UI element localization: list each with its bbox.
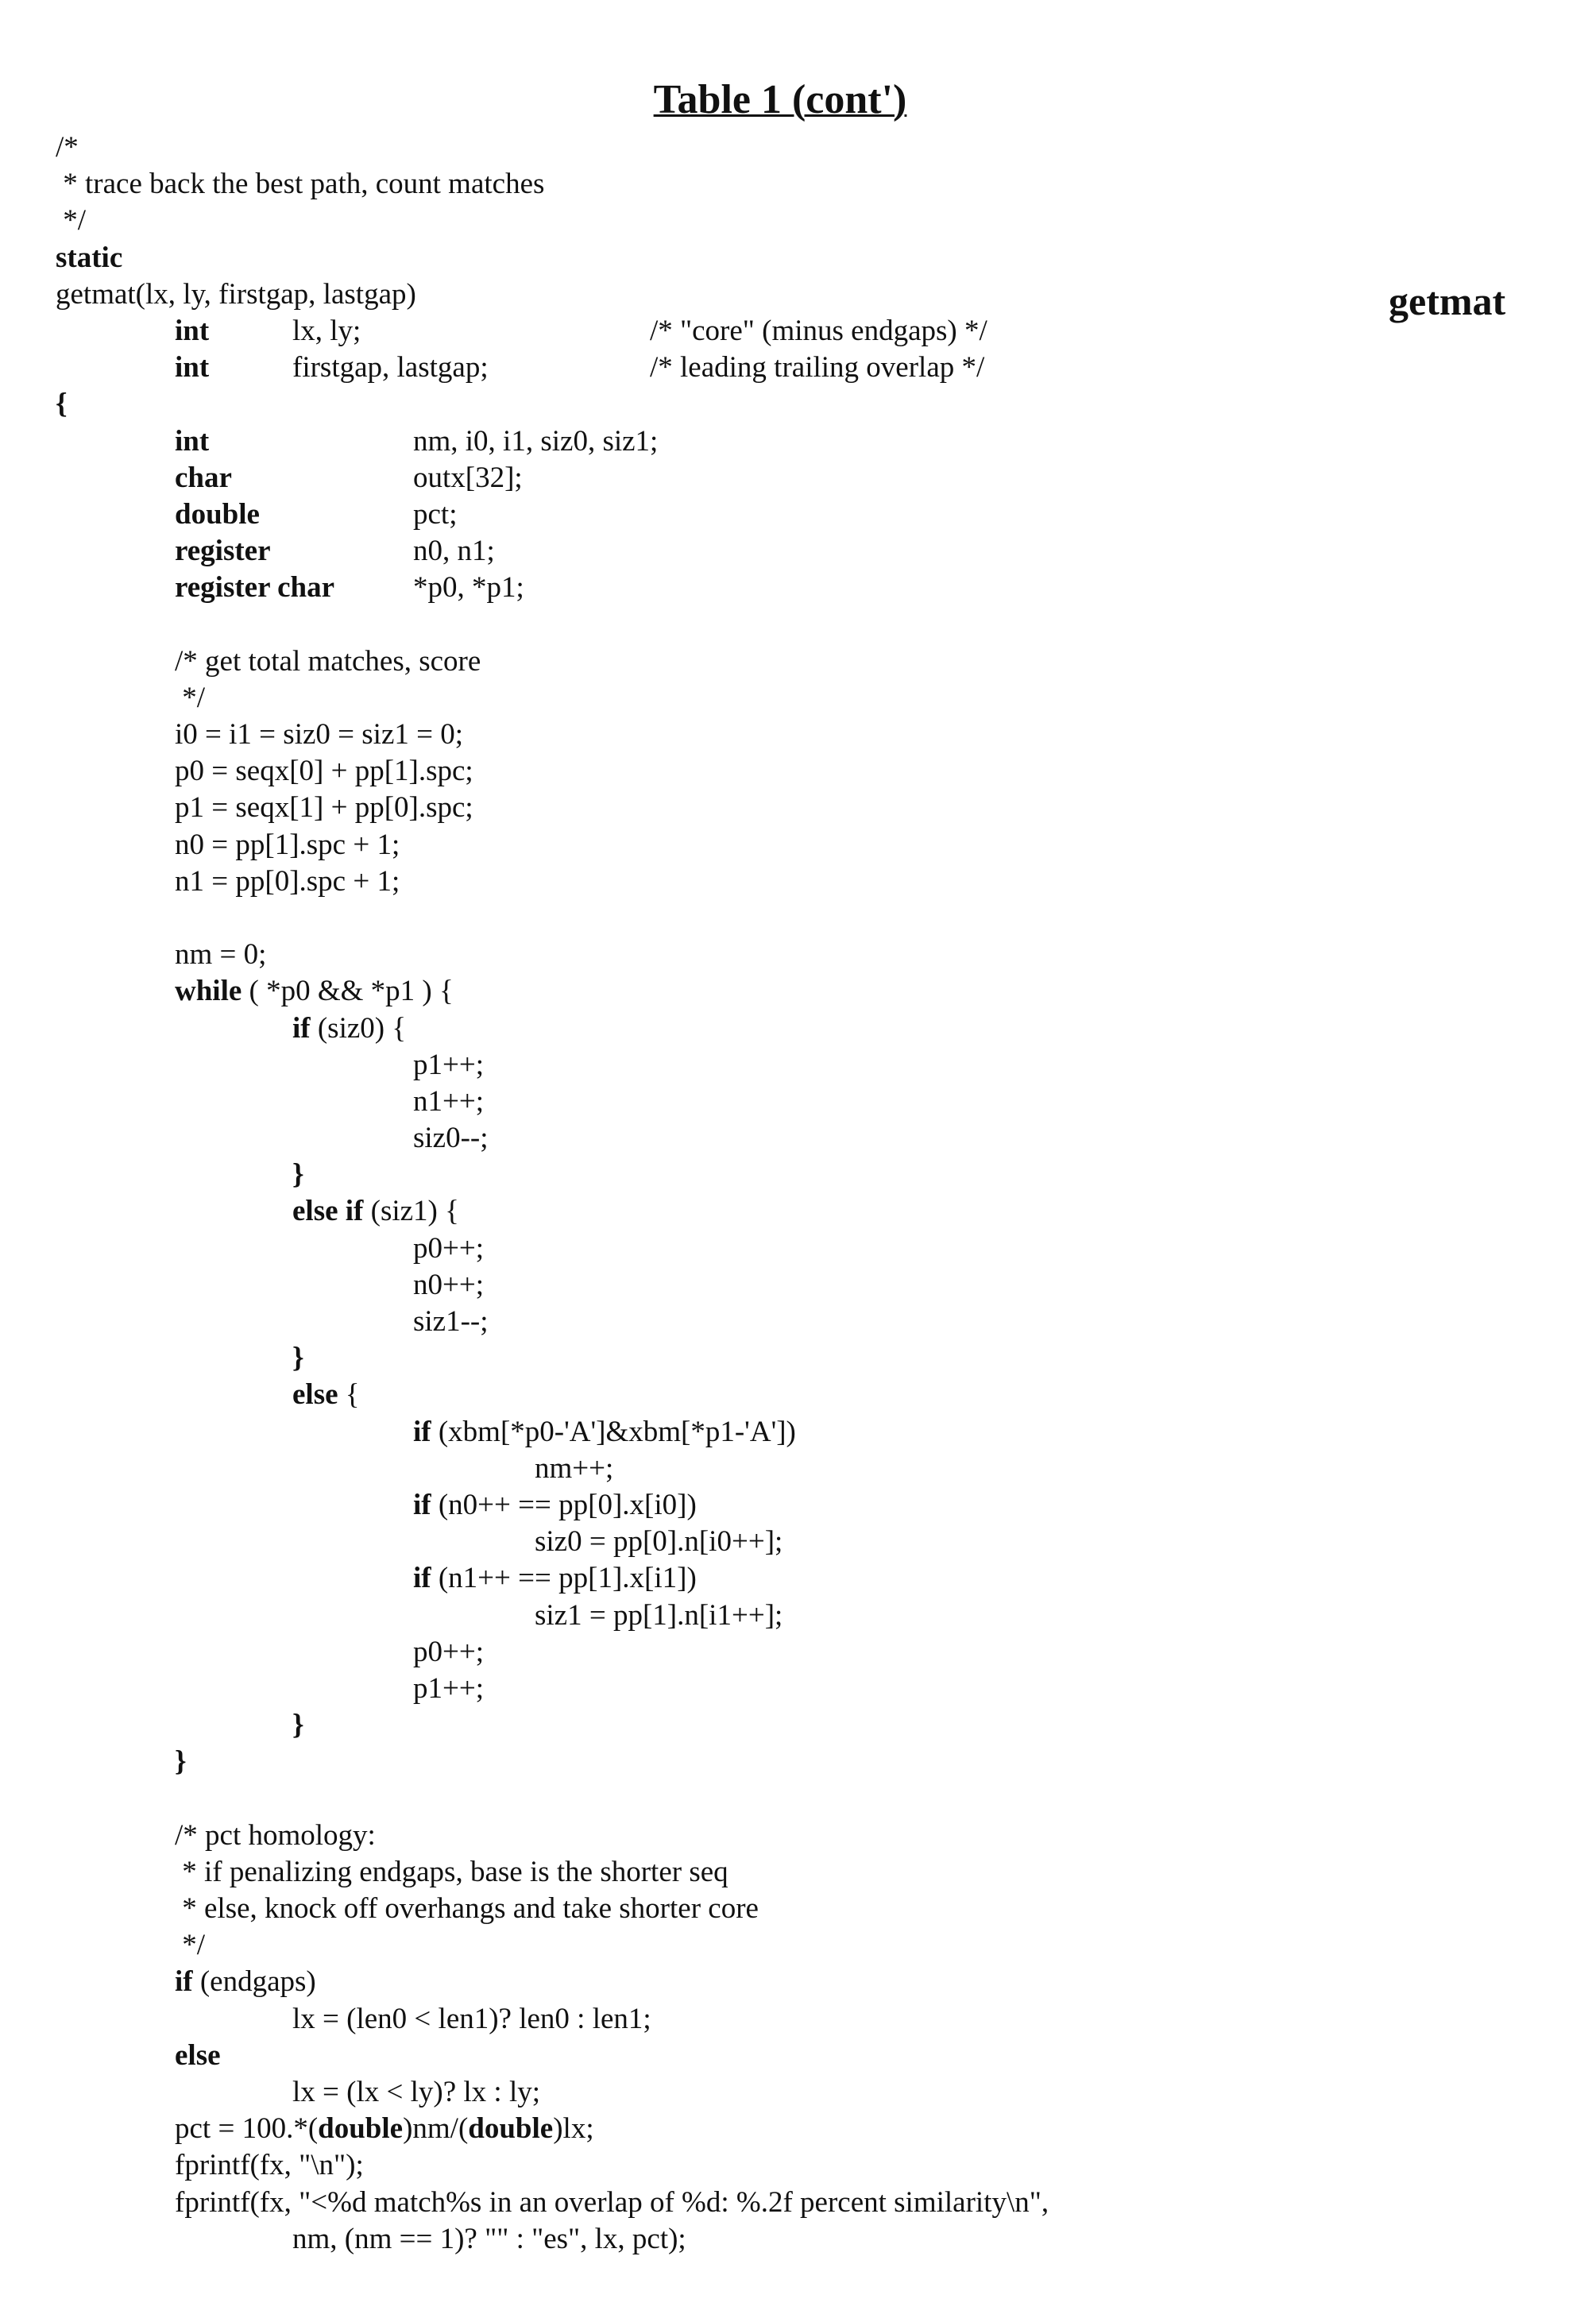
code-keyword: register <box>175 533 271 570</box>
function-label: getmat <box>1389 278 1505 324</box>
code-comment: /* pct homology: <box>175 1818 376 1854</box>
code-text: *p0, *p1; <box>413 570 524 606</box>
code-text: (xbm[*p0-'A']&xbm[*p1-'A']) <box>431 1416 796 1448</box>
code-keyword: int <box>175 423 209 460</box>
code-brace: { <box>56 386 68 423</box>
code-text: lx, ly; <box>292 313 361 350</box>
page-title: Table 1 (cont') <box>0 76 1560 123</box>
code-keyword: if <box>175 1965 193 1998</box>
code-text: (endgaps) <box>193 1965 316 1998</box>
code-comment: * else, knock off overhangs and take shorter core <box>175 1891 759 1927</box>
code-text: n0 = pp[1].spc + 1; <box>175 827 400 864</box>
code-text: (n0++ == pp[0].x[i0]) <box>431 1489 697 1521</box>
code-text: p1++; <box>413 1047 484 1084</box>
code-comment: * if penalizing endgaps, base is the shorter seq <box>175 1854 728 1891</box>
code-comment: */ <box>175 680 205 717</box>
code-text: )nm/( <box>403 2112 468 2145</box>
code-text: p0++; <box>413 1634 484 1671</box>
code-keyword: static <box>56 240 122 276</box>
code-comment: */ <box>175 1927 205 1964</box>
code-text: p1++; <box>413 1671 484 1707</box>
code-text: (siz0) { <box>311 1012 407 1045</box>
code-text: ( *p0 && *p1 ) { <box>242 975 453 1007</box>
code-text: nm, i0, i1, siz0, siz1; <box>413 423 658 460</box>
code-text: n0, n1; <box>413 533 495 570</box>
code-text: p0 = seqx[0] + pp[1].spc; <box>175 753 473 790</box>
code-comment: /* "core" (minus endgaps) */ <box>650 313 987 350</box>
code-brace: } <box>175 1744 187 1780</box>
code-text: outx[32]; <box>413 460 523 496</box>
code-keyword: double <box>175 496 260 533</box>
code-comment: /* leading trailing overlap */ <box>650 350 984 386</box>
code-comment: /* <box>56 129 79 166</box>
code-keyword: double <box>318 2112 403 2145</box>
code-text: siz1 = pp[1].n[i1++]; <box>535 1598 783 1634</box>
code-keyword: if <box>413 1416 431 1448</box>
code-text: firstgap, lastgap; <box>292 350 489 386</box>
code-brace: } <box>292 1707 304 1744</box>
code-listing <box>0 129 1596 2258</box>
code-text: fprintf(fx, "<%d match%s in an overlap of %d: %.2f percent similarity\n", <box>175 2185 1049 2221</box>
code-text: { <box>338 1378 360 1411</box>
function-signature: getmat(lx, ly, firstgap, lastgap) <box>56 276 416 313</box>
code-text: siz0--; <box>413 1120 489 1157</box>
code-keyword: int <box>175 313 209 350</box>
code-text: siz0 = pp[0].n[i0++]; <box>535 1524 783 1560</box>
code-keyword: while <box>175 975 242 1007</box>
code-text: )lx; <box>553 2112 593 2145</box>
code-comment: */ <box>56 203 86 239</box>
code-keyword: if <box>413 1489 431 1521</box>
code-text: nm, (nm == 1)? "" : "es", lx, pct); <box>292 2221 686 2258</box>
code-text: fprintf(fx, "\n"); <box>175 2147 364 2184</box>
code-text: p1 = seqx[1] + pp[0].spc; <box>175 790 473 826</box>
code-text: pct; <box>413 496 457 533</box>
code-keyword: char <box>175 460 232 496</box>
code-text: (n1++ == pp[1].x[i1]) <box>431 1562 697 1594</box>
code-keyword: double <box>468 2112 553 2145</box>
code-keyword: else if <box>292 1195 363 1227</box>
code-keyword: register char <box>175 570 334 606</box>
code-keyword: if <box>413 1562 431 1594</box>
code-text: n1++; <box>413 1084 484 1120</box>
code-keyword: if <box>292 1012 311 1045</box>
code-text: pct = 100.*( <box>175 2112 318 2145</box>
code-brace: } <box>292 1157 304 1193</box>
code-text: lx = (lx < ly)? lx : ly; <box>292 2074 540 2111</box>
code-brace: } <box>292 1340 304 1377</box>
code-text: p0++; <box>413 1231 484 1267</box>
code-keyword: else <box>292 1378 338 1411</box>
code-keyword: int <box>175 350 209 386</box>
code-text: nm = 0; <box>175 937 266 973</box>
code-comment: * trace back the best path, count matches <box>56 166 544 203</box>
code-text: (siz1) { <box>363 1195 459 1227</box>
code-text: siz1--; <box>413 1304 489 1340</box>
code-text: nm++; <box>535 1451 613 1487</box>
code-text: n0++; <box>413 1267 484 1304</box>
code-text: i0 = i1 = siz0 = siz1 = 0; <box>175 717 463 753</box>
code-comment: /* get total matches, score <box>175 643 481 680</box>
code-keyword: else <box>175 2038 221 2074</box>
code-text: n1 = pp[0].spc + 1; <box>175 864 400 900</box>
code-text: lx = (len0 < len1)? len0 : len1; <box>292 2001 651 2038</box>
